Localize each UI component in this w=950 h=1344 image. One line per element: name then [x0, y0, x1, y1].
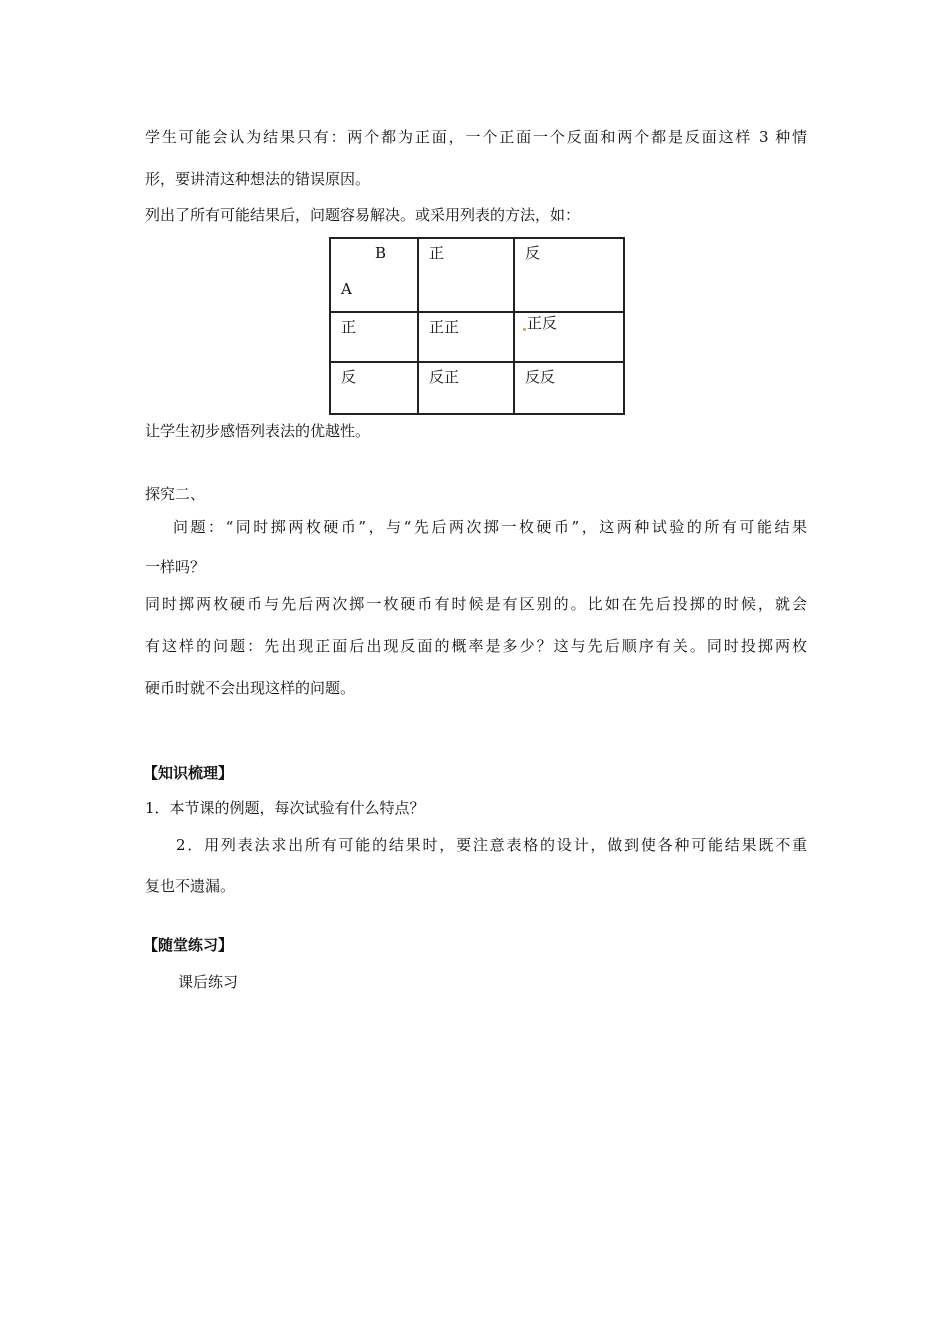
table-corner-cell	[330, 238, 418, 312]
question-text: 一样吗？	[145, 558, 206, 576]
answer-text: 有这样的问题：先出现正面后出现反面的概率是多少？这与先后顺序有关。同时投掷两枚	[145, 637, 807, 655]
section-title: 探究二、	[145, 485, 206, 503]
table-col-head: 正	[418, 238, 514, 312]
table-cell	[514, 312, 624, 362]
list-item: 复也不遗漏。	[145, 877, 236, 895]
paragraph-text: 让学生初步感悟列表法的优越性。	[145, 422, 371, 440]
annotation-mark	[523, 328, 526, 331]
knowledge-heading: 【知识梳理】	[143, 764, 234, 782]
table-cell: 反反	[514, 362, 624, 414]
list-item: 2．用列表法求出所有可能的结果时，要注意表格的设计，做到使各种可能结果既不重	[176, 836, 807, 854]
table-cell: 正正	[418, 312, 514, 362]
table-row-head: 反	[330, 362, 418, 414]
table-cell-text: 正反	[527, 314, 558, 332]
table-row-head: 正	[330, 312, 418, 362]
table-corner-bottom: A	[341, 280, 352, 298]
practice-heading: 【随堂练习】	[143, 936, 234, 954]
table-corner-top: B	[375, 244, 387, 262]
answer-text: 硬币时就不会出现这样的问题。	[145, 679, 356, 697]
practice-text: 课后练习	[178, 973, 239, 991]
outcome-table	[329, 237, 625, 415]
paragraph-text: 学生可能会认为结果只有：两个都为正面，一个正面一个反面和两个都是反面这样 3 种情	[145, 128, 807, 146]
paragraph-text: 形，要讲清这种想法的错误原因。	[145, 170, 371, 188]
paragraph-text: 列出了所有可能结果后，问题容易解决。或采用列表的方法，如：	[145, 206, 581, 224]
list-item: 1．本节课的例题，每次试验有什么特点？	[145, 799, 425, 817]
table-cell: 反正	[418, 362, 514, 414]
question-text: 问题：“同时掷两枚硬币”，与“先后两次掷一枚硬币”，这两种试验的所有可能结果	[173, 518, 807, 536]
answer-text: 同时掷两枚硬币与先后两次掷一枚硬币有时候是有区别的。比如在先后投掷的时候，就会	[145, 595, 807, 613]
table-col-head: 反	[514, 238, 624, 312]
